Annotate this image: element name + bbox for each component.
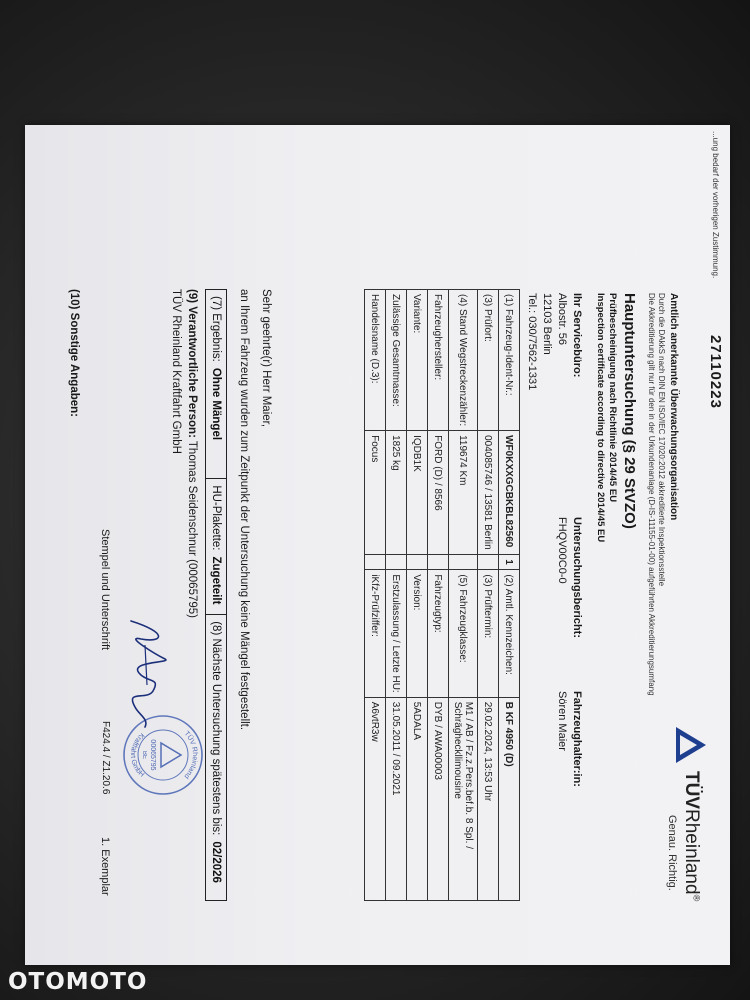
- service-phone: Tel.: 030/7562-1331: [526, 293, 538, 391]
- cell-value: WF0KXXGCBKBL82560: [499, 431, 520, 555]
- cell-check: [428, 554, 449, 570]
- cell-label: Handelsname (D.3):: [365, 290, 386, 431]
- cell-value: DYB / AWA00003: [428, 697, 449, 900]
- result-cell-sticker: [206, 479, 227, 615]
- copy-label: 1. Exemplar: [99, 837, 111, 896]
- cell-label: Zulässige Gesamtmasse:: [386, 290, 407, 431]
- cell-value: 119674 Km: [449, 431, 478, 555]
- cell-value: 31.05.2011 / 09.2021: [386, 697, 407, 900]
- cell-label: (3) Prüfort:: [478, 290, 499, 431]
- sticker-label: HU-Plakette:: [210, 485, 222, 551]
- cell-label: (3) Prüftermin:: [478, 570, 499, 697]
- result-row: [206, 290, 227, 901]
- cell-value: 004085746 / 13581 Berlin: [478, 431, 499, 555]
- svg-text:TÜV Rheinland: [183, 730, 199, 780]
- cell-check: 1: [499, 554, 520, 570]
- cell-label: (1) Fahrzeug-Ident-Nr.:: [499, 290, 520, 431]
- responsible-label: (9) Verantwortliche Person:: [186, 289, 198, 438]
- table-row: [407, 290, 428, 901]
- cell-check: [449, 554, 478, 570]
- other-info-label: (10) Sonstige Angaben:: [68, 289, 80, 417]
- responsible-name: Thomas Seidenschnur (00065795): [186, 440, 198, 618]
- cell-value: B KF 4950 (D): [499, 697, 520, 900]
- certificate-document: [25, 125, 730, 965]
- certificate-paper: [25, 125, 730, 965]
- cell-value: M1 / AB / Fz.z.Pers.bef.b. 8 Spl. / Schrägheckllimousine: [449, 697, 478, 900]
- brand-tuev: TÜV: [681, 771, 702, 809]
- result-table: [205, 289, 227, 901]
- signature: [110, 615, 175, 735]
- accreditation-line-2: Die Akkreditierung gilt nur für den in der Urkundenanlage (D-IS-11155-01-00) aufgeführten Akkreditierungsumfang: [647, 293, 656, 696]
- cell-value: A6vtR3w: [365, 697, 386, 900]
- next-inspection-value: 02/2026: [210, 841, 222, 883]
- cell-check: [386, 554, 407, 570]
- table-row: [386, 290, 407, 901]
- table-row: [428, 290, 449, 901]
- stamp-text-bottom: Kraftfahrt GmbH: [128, 731, 146, 779]
- result-label: (7) Ergebnis:: [210, 296, 222, 362]
- cell-value: 5ADALA: [407, 697, 428, 900]
- result-cell-next-inspection: [206, 615, 227, 901]
- table-row: [365, 290, 386, 901]
- holder-label: Fahrzeughalter:in:: [571, 691, 583, 787]
- responsible-person: [186, 289, 198, 618]
- result-cell-outcome: [206, 290, 227, 479]
- cell-label: Version:: [407, 570, 428, 697]
- service-label: Ihr Servicebüro:: [571, 293, 583, 378]
- tuev-triangle-icon: [674, 725, 708, 765]
- report-value: FHQV00C0-0: [556, 517, 568, 584]
- document-number: 27110223: [707, 335, 724, 409]
- cell-value: Focus: [365, 431, 386, 555]
- result-value: Ohne Mängel: [210, 367, 222, 441]
- greeting-text: an Ihrem Fahrzeug wurden zum Zeitpunkt der Untersuchung keine Mängel festgestellt.: [238, 289, 250, 731]
- cell-value: 1825 kg: [386, 431, 407, 555]
- next-inspection-label: (8) Nächste Untersuchung spätestens bis:: [210, 621, 222, 836]
- stamp-signature-label: Stempel und Unterschrift: [99, 529, 111, 651]
- sticker-value: Zugeteilt: [210, 556, 222, 605]
- cell-label: (2) Amtl. Kennzeichen:: [499, 570, 520, 697]
- vehicle-data-table: [364, 289, 520, 901]
- cell-check: [407, 554, 428, 570]
- table-row: [478, 290, 499, 901]
- tuev-brand-name: [680, 771, 702, 901]
- cell-value: IQDB1K: [407, 431, 428, 555]
- tuev-logo: [669, 725, 708, 765]
- stamp-number: 00065795: [149, 739, 156, 771]
- holder-value: Sören Maier: [556, 691, 568, 751]
- greeting-salutation: Sehr geehrte(r) Herr Maier,: [260, 289, 272, 428]
- registered-mark: ®: [691, 894, 702, 902]
- brand-rheinland: Rheinland: [681, 809, 702, 895]
- cell-check: [478, 554, 499, 570]
- accreditation-line-1: Durch die DAkkS nach DIN EN ISO/IEC 17020:2012 akkreditierte Inspektionsstelle: [657, 293, 666, 587]
- responsible-company: TÜV Rheinland Kraftfahrt GmbH: [170, 289, 182, 454]
- cell-label: Variante:: [407, 290, 428, 431]
- service-city: 12103 Berlin: [541, 293, 553, 355]
- table-row: [449, 290, 478, 901]
- cell-label: Fahrzeughersteller:: [428, 290, 449, 431]
- tuev-slogan: Genau. Richtig.: [666, 815, 678, 891]
- report-label: Untersuchungsbericht:: [571, 517, 583, 639]
- stamp-text-top: TÜV Rheinland: [182, 730, 199, 780]
- cell-label: (5) Fahrzeugklasse:: [449, 570, 478, 697]
- cell-label: iKfz-Prüfziffer:: [365, 570, 386, 697]
- service-street: Albostr. 56: [556, 293, 568, 345]
- handwritten-signature-icon: [115, 615, 175, 735]
- cell-value: FORD (D) / 8566: [428, 431, 449, 555]
- cell-label: Erstzulassung / Letzte HU:: [386, 570, 407, 697]
- cell-value: 29.02.2024, 13:53 Uhr: [478, 697, 499, 900]
- accreditation-title: Amtlich anerkannte Überwachungsorganisation: [668, 293, 679, 521]
- stamp-code: BE: [141, 750, 147, 760]
- form-code: F424.4 / Z1.20.6: [100, 721, 111, 795]
- cell-label: Fahrzeugtyp:: [428, 570, 449, 697]
- document-subtitle-en: Inspection certificate according to directive 2014/45 EU: [595, 293, 606, 543]
- cell-label: (4) Stand Wegstreckenzähler:: [449, 290, 478, 431]
- consent-notice: ...ung bedarf der vorherigen Zustimmung.: [711, 131, 720, 279]
- cell-check: [365, 554, 386, 570]
- document-subtitle-de: Prüfbescheinigung nach Richtlinie 2014/45 EU: [607, 293, 618, 503]
- document-title: Hauptuntersuchung (§ 29 StVZO): [621, 293, 638, 529]
- table-row: [499, 290, 520, 901]
- otomoto-watermark: OTOMOTO: [8, 969, 148, 995]
